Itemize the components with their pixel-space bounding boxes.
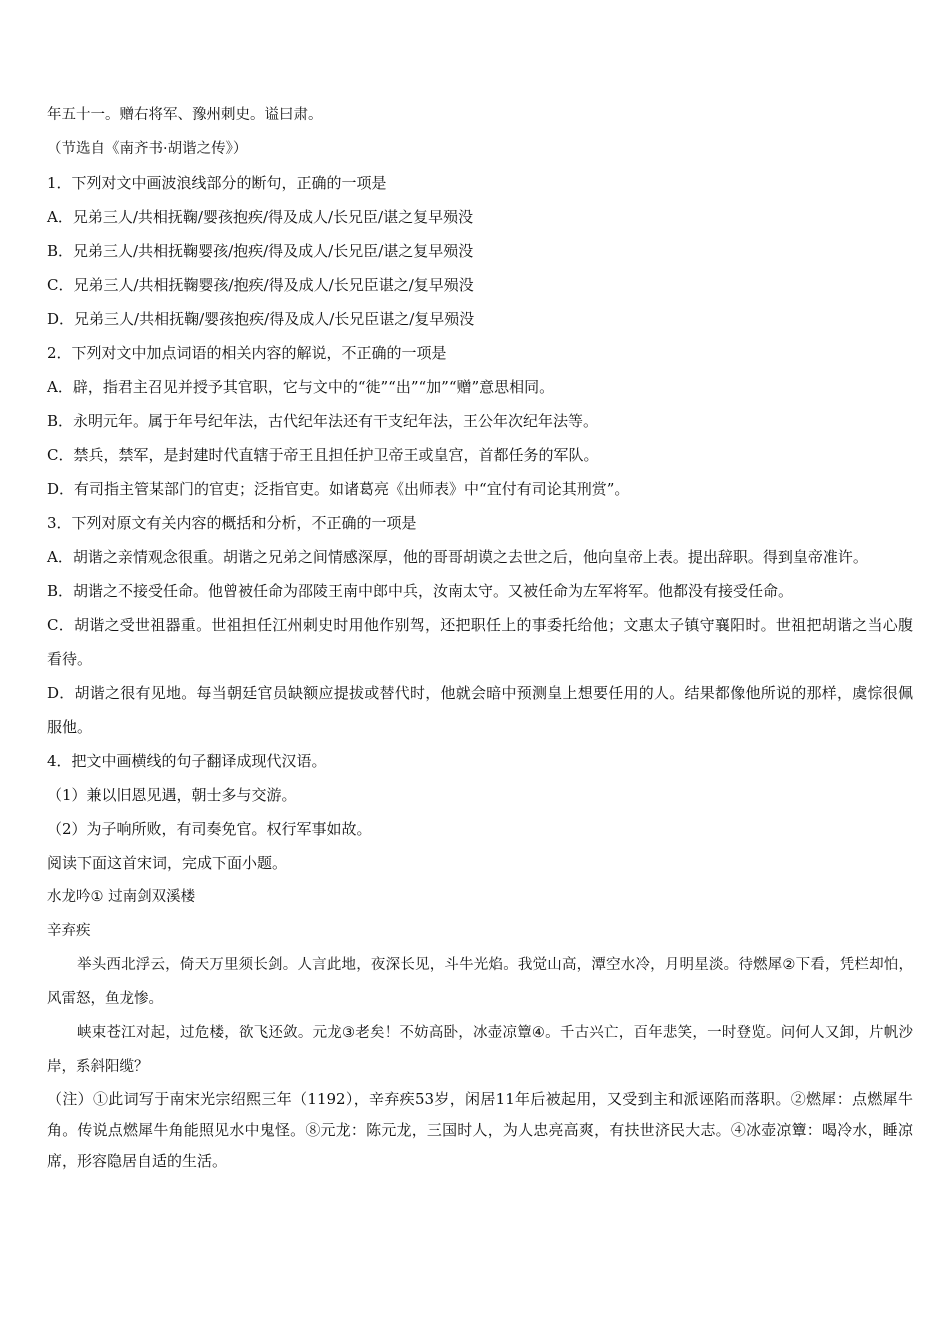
- poem-title: 水龙吟① 过南剑双溪楼: [47, 889, 196, 905]
- passage-end-line: 年五十一。赠右将军、豫州刺史。谥曰肃。: [47, 107, 323, 123]
- question-3-option-d: D．胡谐之很有见地。每当朝廷官员缺额应提拔或替代时，他就会暗中预测皇上想要任用的人。结果都像他所说的那样，虞悰很佩服他。: [47, 684, 913, 736]
- question-3-option-c: C．胡谐之受世祖器重。世祖担任江州刺史时用他作别驾，还把职任上的事委托给他；文惠太子镇守襄阳时。世祖把胡谐之当心腹看待。: [47, 616, 913, 668]
- question-2-stem: 2．下列对文中加点词语的相关内容的解说，不正确的一项是: [47, 344, 447, 362]
- question-1-option-d: D．兄弟三人/共相抚鞠/婴孩抱疾/得及成人/长兄臣谌之/复早殒没: [47, 310, 475, 328]
- question-1-option-c: C．兄弟三人/共相抚鞠婴孩/抱疾/得及成人/长兄臣谌之/复早殒没: [47, 276, 474, 294]
- poem-author: 辛弃疾: [47, 923, 91, 939]
- question-4-item-1: （1）兼以旧恩见遇，朝士多与交游。: [47, 786, 297, 804]
- poem-stanza-2: 峡束苍江对起，过危楼，欲飞还敛。元龙③老矣！不妨高卧，冰壶凉簟④。千古兴亡，百年悲笑，一时登览。问何人又卸，片帆沙岸，系斜阳缆？: [47, 1025, 913, 1075]
- poem-note: （注）①此词写于南宋光宗绍熙三年（1192），辛弃疾53岁，闲居11年后被起用，又受到主和派诬陷而落职。②燃犀：点燃犀牛角。传说点燃犀牛角能照见水中鬼怪。⑧元龙：陈元龙，三国时人，为人忠亮高爽，有扶世济民大志。④冰壶凉簟：喝冷水，睡凉席，形容隐居自适的生活。: [47, 1090, 913, 1170]
- passage-source: （节选自《南齐书·胡谐之传》）: [47, 141, 248, 157]
- question-4-item-2: （2）为子响所败，有司奏免官。权行军事如故。: [47, 820, 372, 838]
- poem-intro: 阅读下面这首宋词，完成下面小题。: [47, 854, 288, 872]
- question-1-stem: 1．下列对文中画波浪线部分的断句，正确的一项是: [47, 174, 387, 192]
- question-2-option-c: C．禁兵，禁军，是封建时代直辖于帝王且担任护卫帝王或皇宫，首都任务的军队。: [47, 446, 599, 464]
- question-2-option-d: D．有司指主管某部门的官吏；泛指官吏。如诸葛亮《出师表》中“宜付有司论其刑赏”。: [47, 480, 630, 498]
- question-3-stem: 3．下列对原文有关内容的概括和分析，不正确的一项是: [47, 514, 417, 532]
- question-3-option-b: B．胡谐之不接受任命。他曾被任命为邵陵王南中郎中兵，汝南太守。又被任命为左军将军。他都没有接受任命。: [47, 582, 794, 600]
- question-2-option-b: B．永明元年。属于年号纪年法，古代纪年法还有干支纪年法，王公年次纪年法等。: [47, 412, 599, 430]
- question-2-option-a: A．辟，指君主召见并授予其官职，它与文中的“徙”“出”“加”“赠”意思相同。: [47, 378, 555, 396]
- document-page: [47, 98, 913, 1177]
- poem-stanza-1: 举头西北浮云，倚天万里须长剑。人言此地，夜深长见，斗牛光焰。我觉山高，潭空水冷，月明星淡。待燃犀②下看，凭栏却怕，风雷怒，鱼龙惨。: [47, 957, 913, 1007]
- question-4-stem: 4．把文中画横线的句子翻译成现代汉语。: [47, 752, 327, 770]
- question-1-option-a: A．兄弟三人/共相抚鞠/婴孩抱疾/得及成人/长兄臣/谌之复早殒没: [47, 208, 474, 226]
- question-3-option-a: A．胡谐之亲情观念很重。胡谐之兄弟之间情感深厚，他的哥哥胡谟之去世之后，他向皇帝上表。提出辞职。得到皇帝准许。: [47, 548, 868, 566]
- question-1-option-b: B．兄弟三人/共相抚鞠婴孩/抱疾/得及成人/长兄臣/谌之复早殒没: [47, 242, 474, 260]
